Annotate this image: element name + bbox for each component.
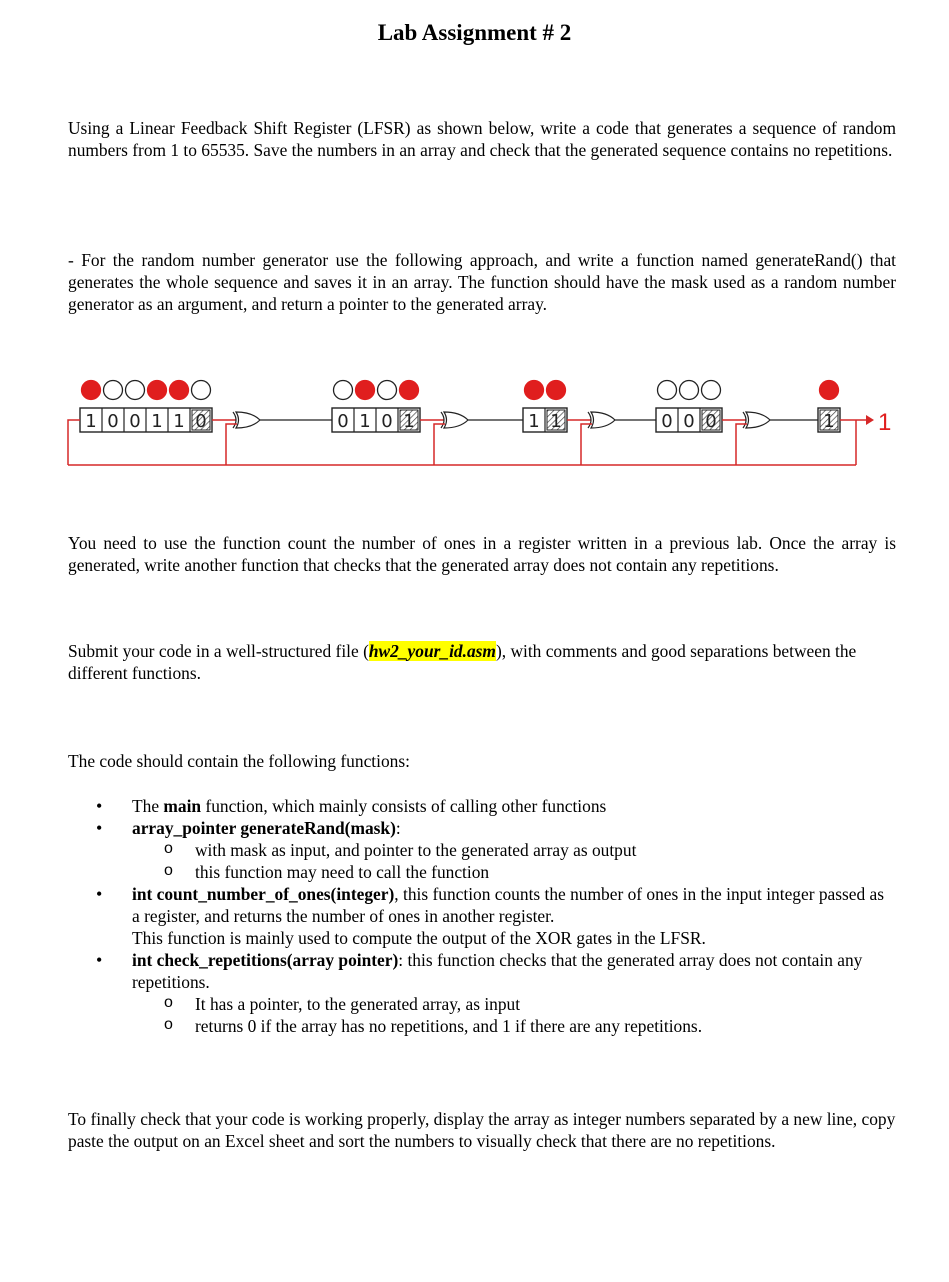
tap-circle — [680, 381, 699, 400]
main-pre: The — [132, 796, 164, 816]
register-bit: 0 — [381, 411, 393, 432]
functions-list — [68, 795, 896, 1037]
check-description: : this function checks that the generated array does not contain any repetitions. — [132, 950, 863, 992]
check-sublist — [132, 993, 896, 1037]
lfsr-drawing — [68, 381, 874, 466]
feedback-wire — [226, 424, 237, 465]
tap-circle — [192, 381, 211, 400]
tap-circle — [658, 381, 677, 400]
tap-circle — [104, 381, 123, 400]
register-bit: 0 — [683, 411, 695, 432]
tap-circle — [820, 381, 839, 400]
register-bit: 1 — [85, 411, 97, 432]
register-bit: 0 — [661, 411, 673, 432]
submit-paragraph — [68, 640, 896, 684]
lfsr-output-label: 1 — [878, 409, 892, 436]
count-description-line2: This function is mainly used to compute the output of the XOR gates in the LFSR. — [132, 928, 706, 948]
sub-item: o It has a pointer, to the generated array, as input — [132, 993, 896, 1015]
xor-gate — [444, 412, 468, 428]
feedback-wire — [581, 424, 592, 465]
tap-circle — [82, 381, 101, 400]
tap-circle — [170, 381, 189, 400]
register-bit: 1 — [823, 411, 835, 432]
register-bit: 1 — [403, 411, 415, 432]
sub-item: o returns 0 if the array has no repetitions, and 1 if there are any repetitions. — [132, 1015, 896, 1037]
register-bit: 0 — [705, 411, 717, 432]
feedback-input — [68, 420, 80, 465]
final-paragraph: To finally check that your code is working properly, display the array as integer numbers separated by a new line, copy paste the output on an Excel sheet and sort the numbers to visually check that there are no repetitions. — [68, 1109, 896, 1151]
generate-sublist — [132, 839, 896, 883]
functions-intro: The code should contain the following functions: — [68, 751, 410, 771]
tap-circle — [126, 381, 145, 400]
register-bit: 1 — [151, 411, 163, 432]
register-bit: 0 — [129, 411, 141, 432]
generate-colon: : — [395, 818, 401, 838]
function-item-generate — [68, 817, 896, 883]
check-signature: int check_repetitions(array pointer) — [132, 950, 399, 970]
tap-circle — [334, 381, 353, 400]
main-description: function, which mainly consists of calling other functions — [201, 796, 607, 816]
tap-circle — [547, 381, 566, 400]
submit-text-before: Submit your code in a well-structured file ( — [68, 641, 369, 661]
xor-gate — [236, 412, 260, 428]
register-bit: 0 — [337, 411, 349, 432]
count-function-paragraph: You need to use the function count the number of ones in a register written in a previous lab. Once the array is generated, write another function that checks that the generated array does not contain any repetitions. — [68, 533, 896, 575]
tap-circle — [378, 381, 397, 400]
function-item-check — [68, 949, 896, 1037]
register-bit: 1 — [173, 411, 185, 432]
main-name: main — [163, 796, 202, 816]
tap-circle — [148, 381, 167, 400]
register-bit: 1 — [528, 411, 540, 432]
count-signature: int count_number_of_ones(integer) — [132, 884, 395, 904]
feedback-wire — [736, 424, 747, 465]
register-bit: 0 — [195, 411, 207, 432]
tap-circle — [400, 381, 419, 400]
submit-filename: hw2_your_id.asm — [368, 641, 496, 661]
intro-paragraph: Using a Linear Feedback Shift Register (LFSR) as shown below, write a code that generates a sequence of random numbers from 1 to 65535. Save the numbers in an array and check that the generated sequence contains no repetitions. — [68, 118, 896, 160]
function-item-count — [68, 883, 896, 949]
xor-gate — [591, 412, 615, 428]
tap-circle — [525, 381, 544, 400]
submit-text-after: ), with comments and good separations between the different functions. — [68, 641, 857, 683]
count-description: , this function counts the number of ones in the input integer passed as a register, and returns the number of ones in another register. — [132, 884, 885, 926]
output-arrow — [866, 415, 874, 425]
xor-gate — [746, 412, 770, 428]
register-bit: 0 — [107, 411, 119, 432]
function-item-main — [68, 795, 896, 817]
lfsr-diagram — [60, 372, 910, 472]
tap-circle — [356, 381, 375, 400]
sub-item: o with mask as input, and pointer to the generated array as output — [132, 839, 896, 861]
feedback-wire — [434, 424, 445, 465]
generate-signature: array_pointer generateRand(mask) — [132, 818, 396, 838]
tap-circle — [702, 381, 721, 400]
page-title: Lab Assignment # 2 — [377, 20, 572, 45]
register-bit: 1 — [550, 411, 562, 432]
sub-item: o this function may need to call the function — [132, 861, 896, 883]
approach-paragraph: - For the random number generator use the following approach, and write a function named generateRand() that generates the whole sequence and saves it in an array. The function should have the mask used as a random number generator as an argument, and return a pointer to the generated array. — [68, 250, 896, 314]
register-bit: 1 — [359, 411, 371, 432]
